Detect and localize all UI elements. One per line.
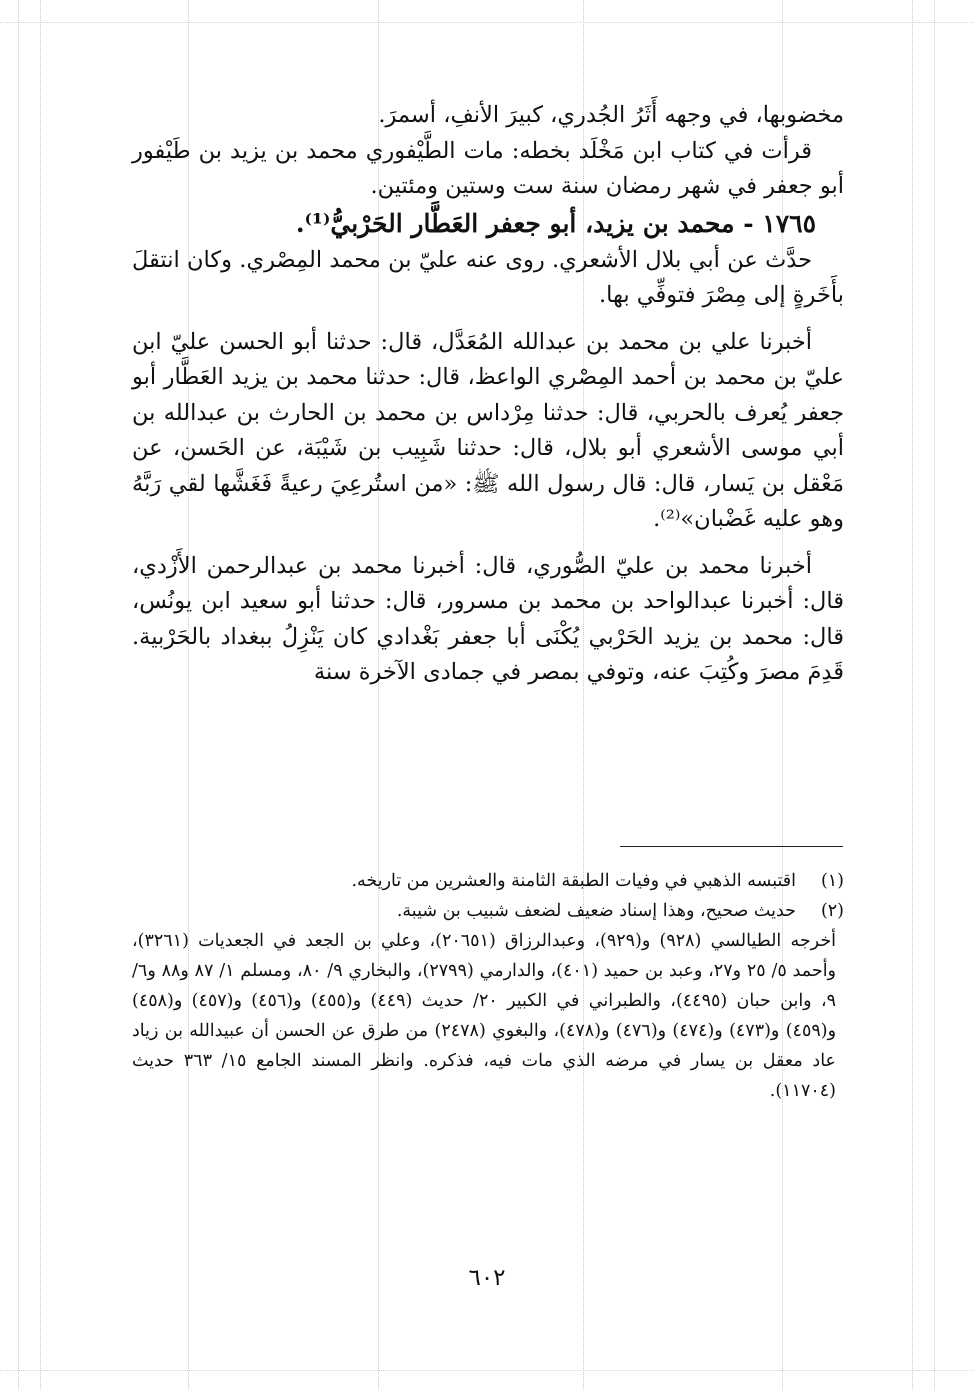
page-number: ٦٠٢ [468, 1265, 506, 1291]
continuation-line: مخضوبها، في وجهه أَثَرُ الجُدري، كبيرَ الأنفِ، أسمرَ. [378, 102, 844, 128]
footnote-2 [132, 896, 844, 926]
scan-dotted-line [40, 0, 41, 1389]
paragraph: قرأت في كتاب ابن مَخْلَد بخطه: مات الطَّيْفوري محمد بن يزيد بن طَيْفور أبو جعفر في شهر رمضان سنة ست وستين ومئتين. [132, 137, 844, 199]
footnote-1 [132, 866, 844, 896]
entry-heading: ١٧٦٥ - محمد بن يزيد، أبو جعفر العَطَّار الحَرْبيُّ⁽¹⁾. [295, 208, 816, 238]
footnote-number: (١) [820, 871, 844, 891]
footnote-number: (٢) [820, 901, 844, 921]
footnote-text: حديث صحيح، وهذا إسناد ضعيف لضعف شبيب بن شيبة. [396, 901, 796, 921]
footnotes [132, 866, 844, 1106]
scan-dotted-line [912, 0, 913, 1389]
main-text [132, 98, 844, 691]
scan-dotted-line [0, 1370, 974, 1371]
scan-dotted-line [934, 0, 935, 1389]
scan-dotted-line [18, 0, 19, 1389]
footnote-divider [620, 846, 843, 847]
paragraph: حدَّث عن أبي بلال الأشعري. روى عنه عليّ بن محمد المِصْري. وكان انتقلَ بأَخَرةٍ إلى مِصْرَ فتوفِّي بها. [132, 246, 844, 308]
paragraph: أخبرنا محمد بن عليّ الصُّوري، قال: أخبرنا محمد بن عبدالرحمن الأَزْدي، قال: أخبرنا عبدالواحد بن محمد بن مسرور، قال: حدثنا أبو سعيد ابن يونُس، قال: محمد بن يزيد الحَرْبي يُكْنَى أبا جعفر بَغْدادي كان يَنْزِلُ ببغداد بالحَرْبية. قَدِمَ مصرَ وكُتِبَ عنه، وتوفي بمصر في جمادى الآخرة سنة [132, 552, 844, 685]
footnote-text: اقتبسه الذهبي في وفيات الطبقة الثامنة والعشرين من تاريخه. [351, 871, 796, 891]
scan-dotted-line [0, 22, 974, 23]
paragraph: أخبرنا علي بن محمد بن عبدالله المُعَدَّل، قال: حدثنا أبو الحسن عليّ ابن عليّ بن محمد بن أحمد المِصْري الواعظ، قال: حدثنا محمد بن يزيد العَطَّار أبو جعفر يُعرف بالحربي، قال: حدثنا مِرْداس بن محمد بن الحارث بن عبدالله بن أبي موسى الأشعري أبو بلال، قال: حدثنا شَبِيب بن شَيْبَة، عن الحَسن، عن مَعْقل بن يَسار، قال: قال رسول الله ﷺ: «من استُرعِيَ رعيةً فَغَشَّها لقي رَبَّهُ وهو عليه غَضْبان»⁽²⁾. [132, 328, 844, 532]
footnote-2-continuation: أخرجه الطيالسي (٩٢٨) و(٩٢٩)، وعبدالرزاق (٢٠٦٥١)، وعلي بن الجعد في الجعديات (٣٢٦١)، وأحمد ٥/ ٢٥ و٢٧، وعبد بن حميد (٤٠١)، والدارمي (٢٧٩٩)، والبخاري ٩/ ٨٠، ومسلم ١/ ٨٧ و٨٨ و٦/ ٩، وابن حبان (٤٤٩٥)، والطبراني في الكبير ٢٠/ حديث (٤٤٩) و(٤٥٥) و(٤٥٦) و(٤٥٧) و(٤٥٨) و(٤٥٩) و(٤٧٣) و(٤٧٤) و(٤٧٦) و(٤٧٨)، والبغوي (٢٤٧٨) من طرق عن الحسن أن عبيدالله بن زياد عاد معقل بن يسار في مرضه الذي مات فيه، فذكره. وانظر المسند الجامع ١٥/ ٣٦٣ حديث (١١٧٠٤). [132, 931, 837, 1101]
